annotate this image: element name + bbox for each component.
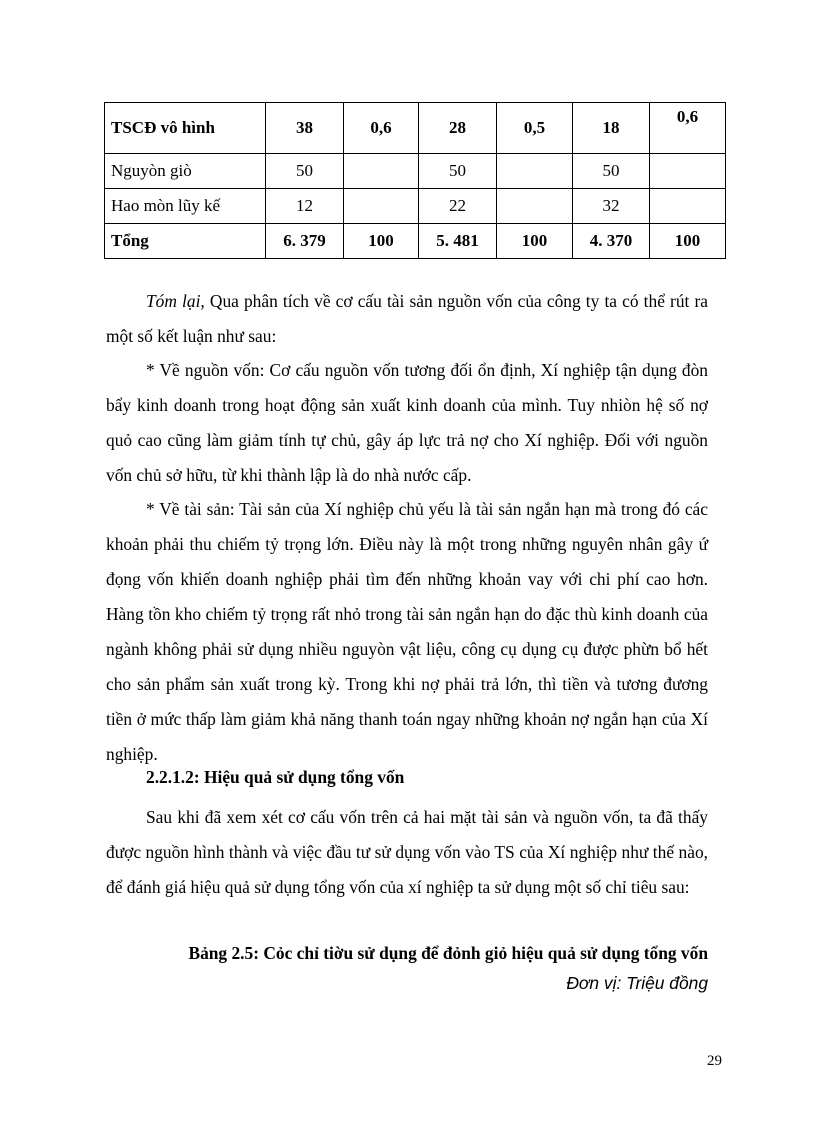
summary-text: Qua phân tích về cơ cấu tài sản nguồn vốn của công ty ta có thể rút ra một số kết luận như sau: <box>106 291 708 346</box>
cell-value: 6. 379 <box>266 224 344 259</box>
cell-percent: 0,6 <box>650 103 726 154</box>
table-caption: Bảng 2.5: Cỏc chỉ tiờu sử dụng để đỏnh giỏ hiệu quả sử dụng tổng vốn <box>188 943 708 963</box>
cell-value: 38 <box>266 103 344 154</box>
assets-paragraph: * Về tài sản: Tài sản của Xí nghiệp chủ yếu là tài sản ngắn hạn mà trong đó các khoản phải thu chiếm tỷ trọng lớn. Điều này là một trong những nguyên nhân gây ứ đọng vốn khiến doanh nghiệp phải tìm đến những khoản vay với chi phí cao hơn. Hàng tồn kho chiếm tỷ trọng rất nhỏ trong tài sản ngắn hạn do đặc thù kinh doanh của ngành không phải sử dụng nhiều nguyòn vật liệu, công cụ dụng cụ được phừn bổ hết cho sản phẩm sản xuất trong kỳ. Trong khi nợ phải trả lớn, thì tiền và tương đương tiền ở mức thấp làm giảm khả năng thanh toán ngay những khoản nợ ngắn hạn của Xí nghiệp. <box>106 499 708 764</box>
capital-paragraph: * Về nguồn vốn: Cơ cấu nguồn vốn tương đối ổn định, Xí nghiệp tận dụng đòn bẩy kinh doanh trong hoạt động sản xuất kinh doanh của mình. Tuy nhiòn hệ số nợ quỏ cao cũng làm giảm tính tự chủ, gây áp lực trả nợ cho Xí nghiệp. Đối với nguồn vốn chủ sở hữu, từ khi thành lập là do nhà nước cấp. <box>106 360 708 485</box>
cell-percent: 100 <box>650 224 726 259</box>
cell-value: 32 <box>573 189 650 224</box>
cell-value: 5. 481 <box>419 224 497 259</box>
cell-percent <box>650 154 726 189</box>
table-row <box>105 189 726 224</box>
asset-table <box>104 102 726 259</box>
intro-paragraph: Sau khi đã xem xét cơ cấu vốn trên cả hai mặt tài sản và nguồn vốn, ta đã thấy được nguồn hình thành và việc đầu tư sử dụng vốn vào TS của Xí nghiệp như thế nào, để đánh giá hiệu quả sử dụng tổng vốn của xí nghiệp ta sử dụng một số chỉ tiêu sau: <box>106 807 708 897</box>
table-row-total <box>105 224 726 259</box>
cell-percent <box>650 189 726 224</box>
cell-value: 12 <box>266 189 344 224</box>
summary-paragraph <box>106 284 708 354</box>
section-heading: 2.2.1.2: Hiệu quả sử dụng tổng vốn <box>146 767 405 787</box>
table-row <box>105 103 726 154</box>
cell-value: 50 <box>419 154 497 189</box>
row-label: TSCĐ vô hình <box>105 103 266 154</box>
cell-value: 22 <box>419 189 497 224</box>
row-label: Hao mòn lũy kế <box>105 189 266 224</box>
cell-percent: 100 <box>344 224 419 259</box>
cell-percent <box>344 189 419 224</box>
cell-percent <box>497 154 573 189</box>
table-row <box>105 154 726 189</box>
cell-value: 4. 370 <box>573 224 650 259</box>
page-number: 29 <box>707 1053 722 1069</box>
row-label: Nguyòn giò <box>105 154 266 189</box>
cell-value: 18 <box>573 103 650 154</box>
row-label: Tổng <box>105 224 266 259</box>
cell-percent: 0,5 <box>497 103 573 154</box>
cell-percent <box>497 189 573 224</box>
cell-percent: 100 <box>497 224 573 259</box>
cell-value: 50 <box>573 154 650 189</box>
unit-note: Đơn vị: Triệu đồng <box>566 973 708 993</box>
cell-value: 50 <box>266 154 344 189</box>
cell-percent: 0,6 <box>344 103 419 154</box>
cell-value: 28 <box>419 103 497 154</box>
summary-lead: Tóm lại, <box>146 291 205 311</box>
cell-percent <box>344 154 419 189</box>
